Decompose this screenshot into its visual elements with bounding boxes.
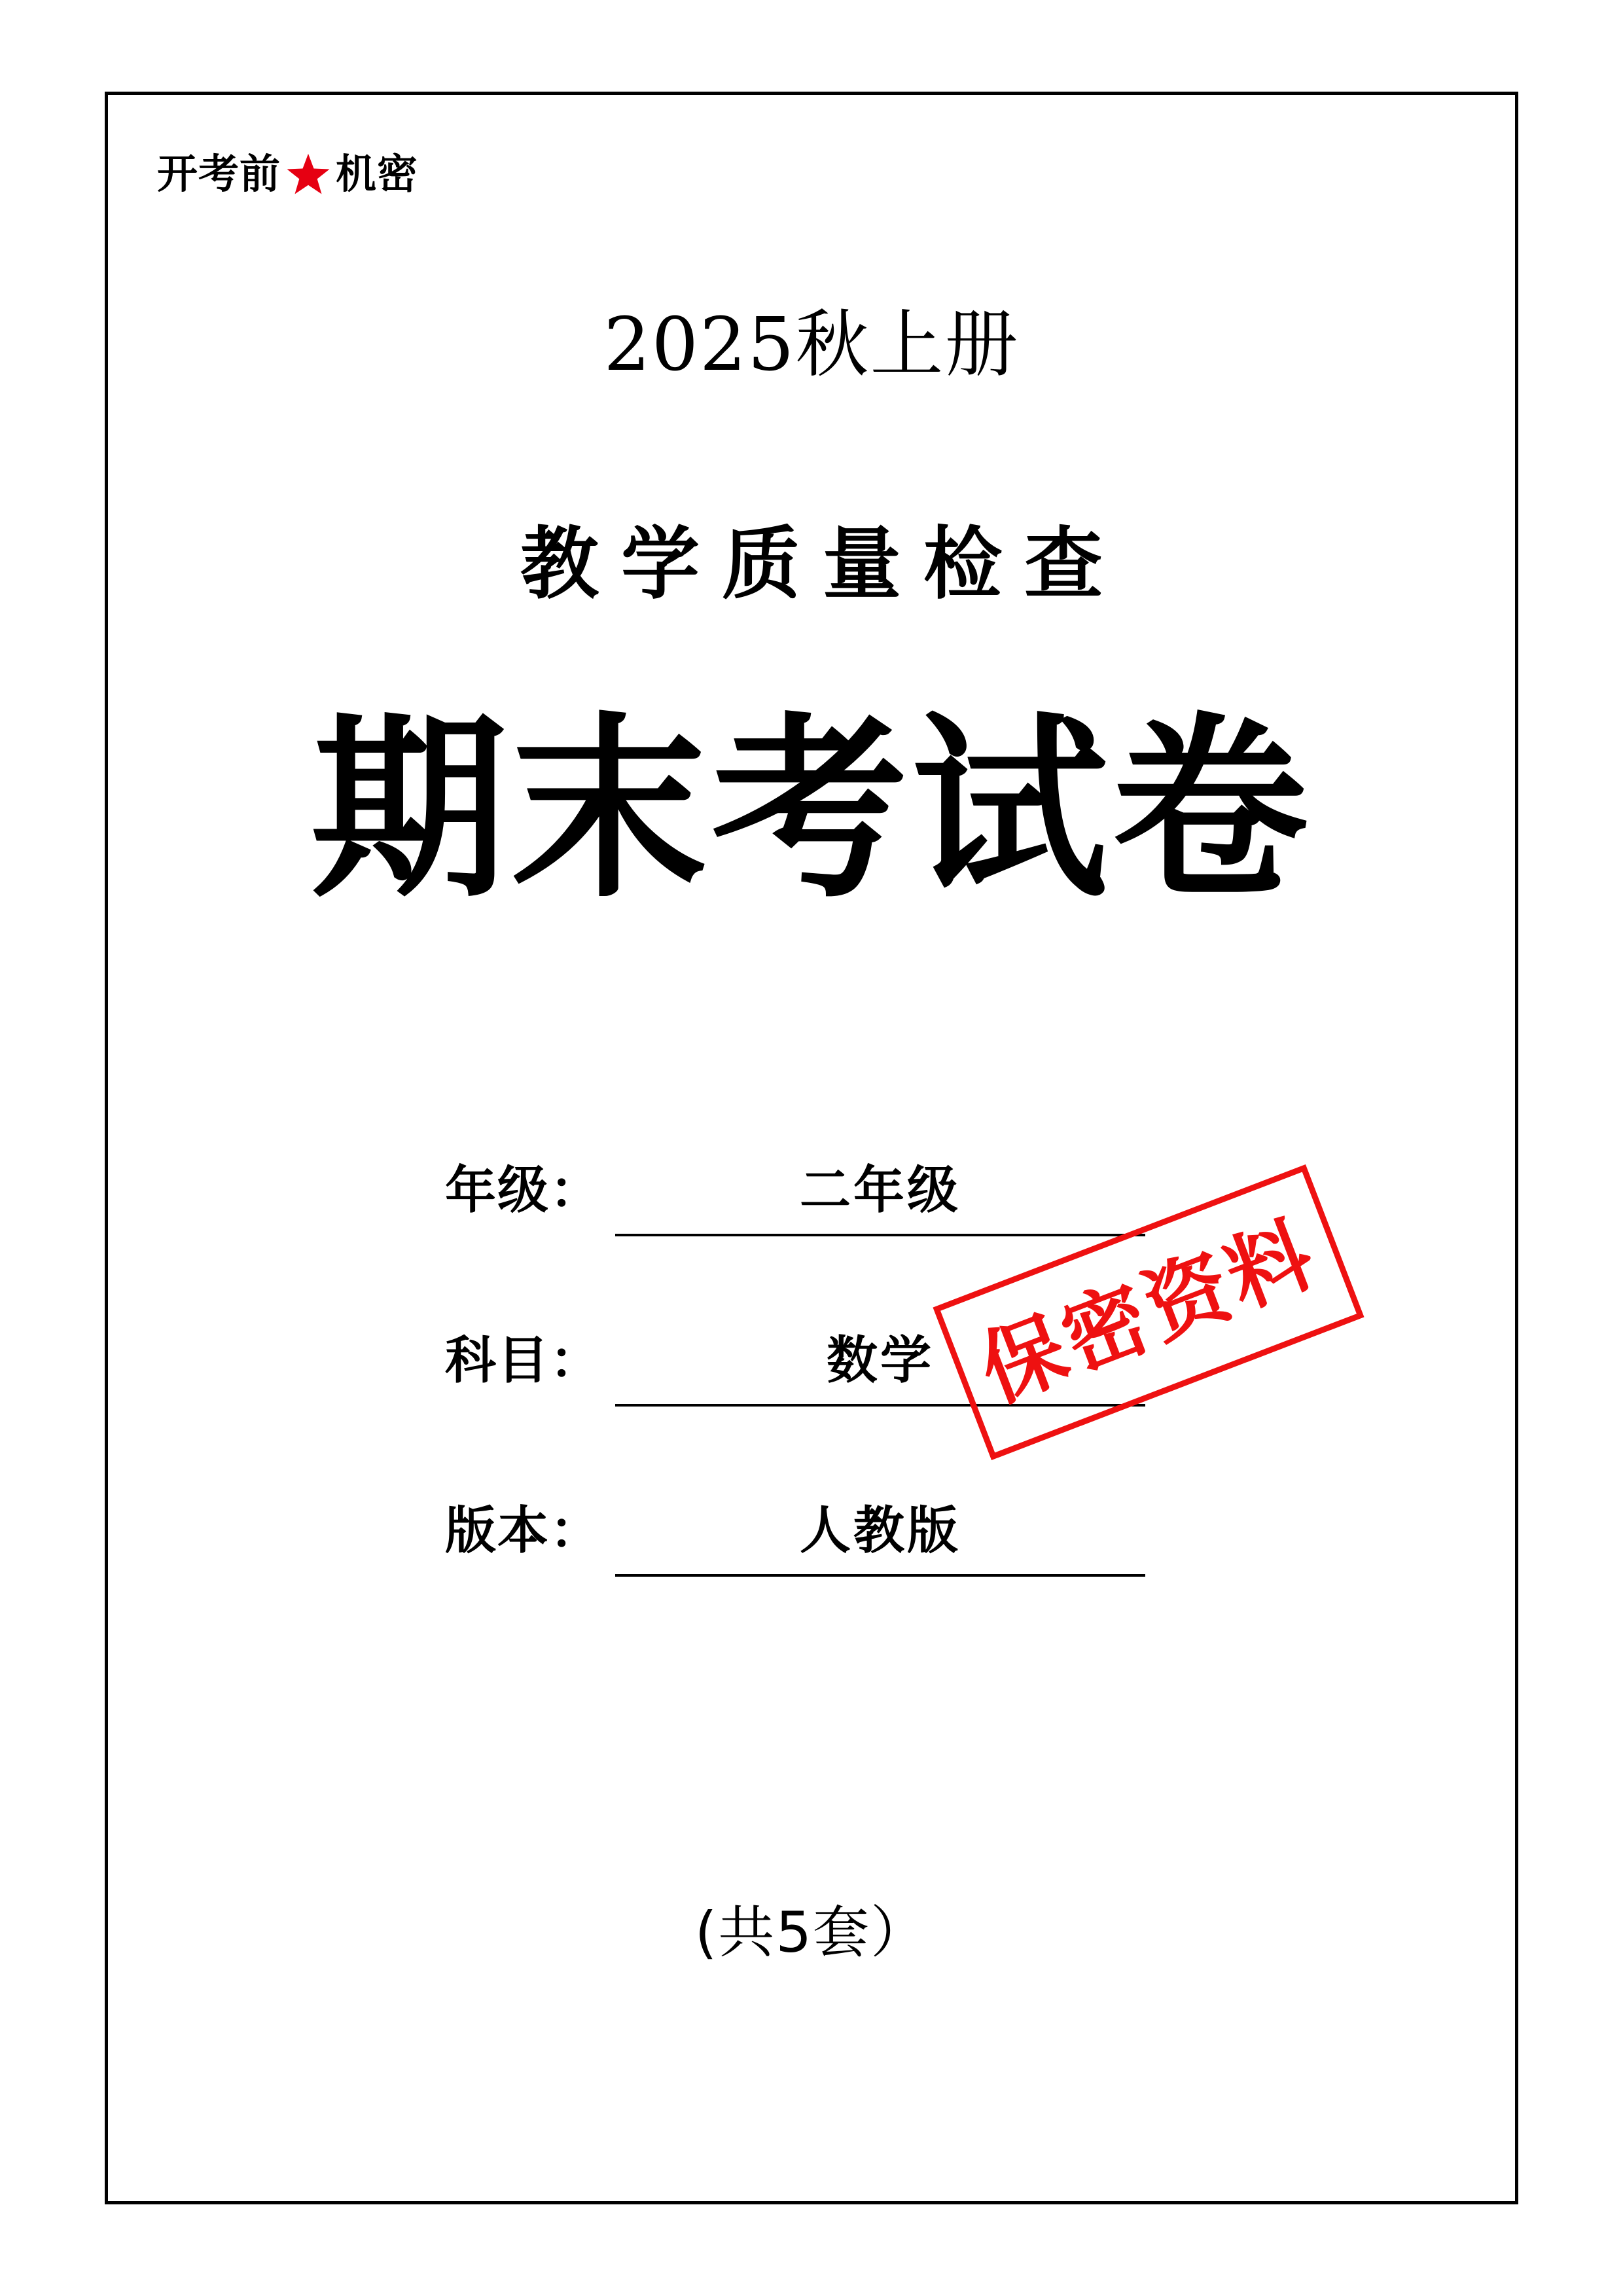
- grade-underline: [615, 1234, 1145, 1236]
- set-count-text: (共5套）: [694, 1900, 929, 1965]
- page-title: 期末考试卷: [311, 696, 1312, 924]
- subject-value: 数学: [826, 1331, 934, 1390]
- edition-label: 版本：: [445, 1501, 603, 1560]
- field-row-edition: [419, 1499, 1204, 1669]
- grade-label: 年级：: [445, 1160, 603, 1220]
- star-icon: [285, 152, 332, 199]
- confidential-stamp-text: 保密资料: [967, 1203, 1330, 1422]
- edition-value: 人教版: [799, 1501, 961, 1560]
- page-border-frame: [105, 92, 1518, 2204]
- confidential-header: [157, 151, 418, 198]
- confidential-suffix-text: 机密: [336, 150, 419, 198]
- title-subtitle: 教学质量检查: [520, 518, 1125, 610]
- confidential-prefix-text: 开考前: [157, 150, 281, 198]
- grade-value: 二年级: [799, 1160, 961, 1220]
- subject-label: 科目：: [445, 1331, 603, 1390]
- title-year-line: 2025秋上册: [603, 302, 1020, 387]
- edition-underline: [615, 1574, 1145, 1577]
